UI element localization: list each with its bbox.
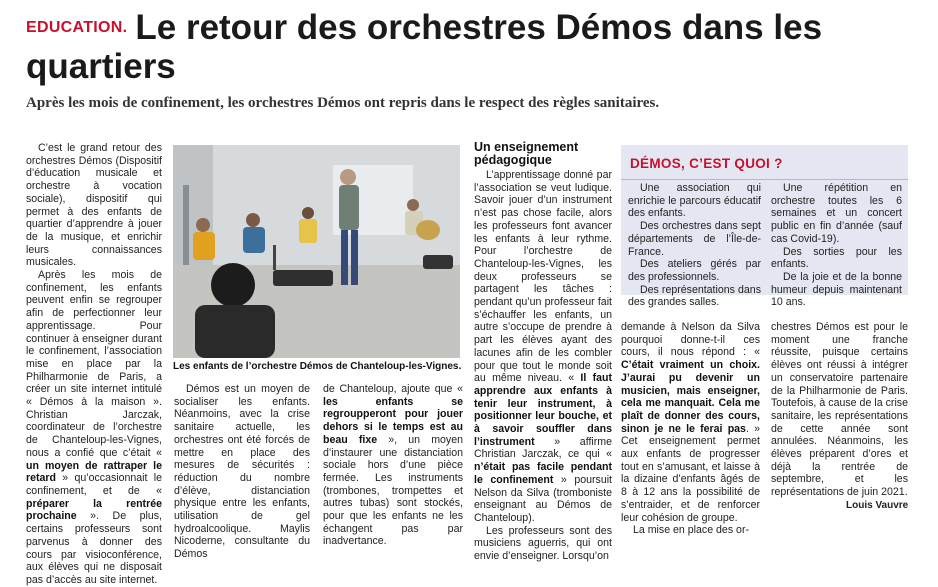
paragraph: La mise en place des or- — [633, 524, 750, 537]
photo-caption: Les enfants de l’orchestre Démos de Chanteloup-les-Vignes. — [173, 361, 462, 372]
article-lede: Après les mois de confinement, les orchestres Démos ont repris dans le respect des règles sanitaires. — [26, 95, 660, 111]
paragraph: Après les mois de confinement, les enfants peuvent enfin se regrouper afin de perfectionner leur apprentissage. Pour continuer à enseigner durant le confinement, l’association mise en place par la Philharmonie de Paris, a créer un site internet intitulé « Démos à la maison ». Christian Jarczak, coordinateur de l’orchestre de Chanteloup-les-Vignes, nous a confié que c’était « un moyen de rattraper le retard » qu’occasionnait le confinement, et de « préparer la rentrée prochaine ». De plus, certains professeurs sont parvenus à donner des cours par visioconférence, aux élèves qui ne disposait pas d’accès au site internet. — [26, 269, 162, 586]
info-box-title: DÉMOS, C’EST QUOI ? — [630, 156, 783, 171]
info-box-divider — [621, 179, 908, 180]
paragraph: C’est le grand retour des orchestres Démos (Dispositif d’éducation musicale et orchestre à vocation sociale), dispositif qui permet à des enfants de quartier d’apprendre à jouer de la musique, et enrichir leurs connaissances musicales. — [26, 142, 162, 269]
info-box-left-column — [628, 182, 761, 309]
info-box-item: Des ateliers gérés par des professionnels. — [628, 258, 761, 283]
info-box-item: Des sorties pour les enfants. — [771, 245, 902, 271]
article-kicker: EDUCATION. — [26, 19, 128, 36]
info-box-item: Une association qui enrichie le parcours éducatif des enfants. — [628, 182, 761, 220]
paragraph: chestres Démos est pour le moment une franche réussite, puisque certains élèves ont réussi à intégrer un conservatoire partenaire de la Philharmonie de Paris. Toutefois, à cause de la crise sanitaire, les représentations de cette année sont annulées. Néanmoins, les élèves préparent d’ores et déjà la rentrée de septembre, et les représentations de juin 2021. — [771, 321, 908, 499]
column-1 — [26, 142, 162, 587]
info-box-item: Des orchestres dans sept départements de l’Île-de-France. — [628, 220, 761, 258]
section-subhead: Un enseignement pédagogique — [474, 140, 579, 167]
paragraph: demande à Nelson da Silva pourquoi donne-t-il ces cours, il nous répond : « C’était vraiment un choix. J’aurai pu devenir un musicien, mais enseigner, cela me manquait. Cela me plaît de donner des cours, sinon je ne le ferai pas. » Cet enseignement permet aux enfants de progresser tout en s’amusant, et laisse à la dizaine d’enfants âgés de 8 à 12 ans la possibilité de s’entraider, et de renforcer leur cohésion de groupe. — [621, 321, 760, 524]
paragraph: Les professeurs sont des musiciens aguerris, qui ont envie d’enseigner. Lorsqu’on — [474, 524, 612, 563]
article-headline — [26, 8, 926, 86]
column-6 — [771, 321, 908, 499]
column-3 — [323, 383, 463, 548]
info-box-item: Une répétition en orchestre toutes les 6 semaines et un concert public en fin d’année (sauf cas Covid-19). — [771, 182, 902, 245]
column-5 — [621, 321, 760, 537]
article-photo — [173, 145, 460, 358]
info-box-item: De la joie et de la bonne humeur depuis maintenant 10 ans. — [771, 270, 902, 309]
column-2 — [174, 383, 310, 561]
paragraph: de Chanteloup, ajoute que « les enfants se regroupperont pour jouer dehors si le temps est au beau fixe », un moyen d’instaurer une distanciation sociale hors d’une pièce fermée. Les instruments (trombones, trompettes et autres tubas) sont stockés, pour que les enfants ne les échangent pas par inadvertance. — [323, 383, 463, 548]
article-author: Louis Vauvre — [846, 500, 909, 511]
paragraph: L’apprentissage donné par l’association se veut ludique. Savoir jouer d’un instrument n’est pas chose facile, alors les professeurs font avancer les enfants à leur rythme. Pour l’orchestre de Chanteloup-les-Vignes, les deux professeurs se partagent les tâches : pendant qu’un professeur fait s’échauffer les enfants, un autre s’occupe de prendre à part les élèves ayant des lacunes afin de les combler pour que tout le monde soit au même niveau. « Il faut apprendre aux enfants à tenir leur instrument, à positionner leur bouche, et à savoir souffler dans l’instrument » affirme Christian Jarczak, ce qui « n’était pas facile pendant le confinement » poursuit Nelson da Silva (tromboniste enseignant au Démos de Chanteloup). — [474, 169, 613, 524]
info-box-item: Des représentations dans des grandes salles. — [628, 283, 761, 309]
orchestre-photo-illustration — [173, 145, 460, 358]
article-title: Le retour des orchestres Démos dans les quartiers — [26, 8, 823, 86]
paragraph: Démos est un moyen de socialiser les enfants. Néanmoins, avec la crise sanitaire actuelle, les orchestres ont été forcés de mettre en place des mesures de sécurités : réduction du nombre d’élève, distanciation physique entre les enfants, utilisation de gel hydroalcoolique. Maylis Nicoderne, consultante du Démos — [174, 383, 310, 561]
info-box-right-column — [771, 182, 902, 309]
column-4 — [474, 169, 612, 563]
